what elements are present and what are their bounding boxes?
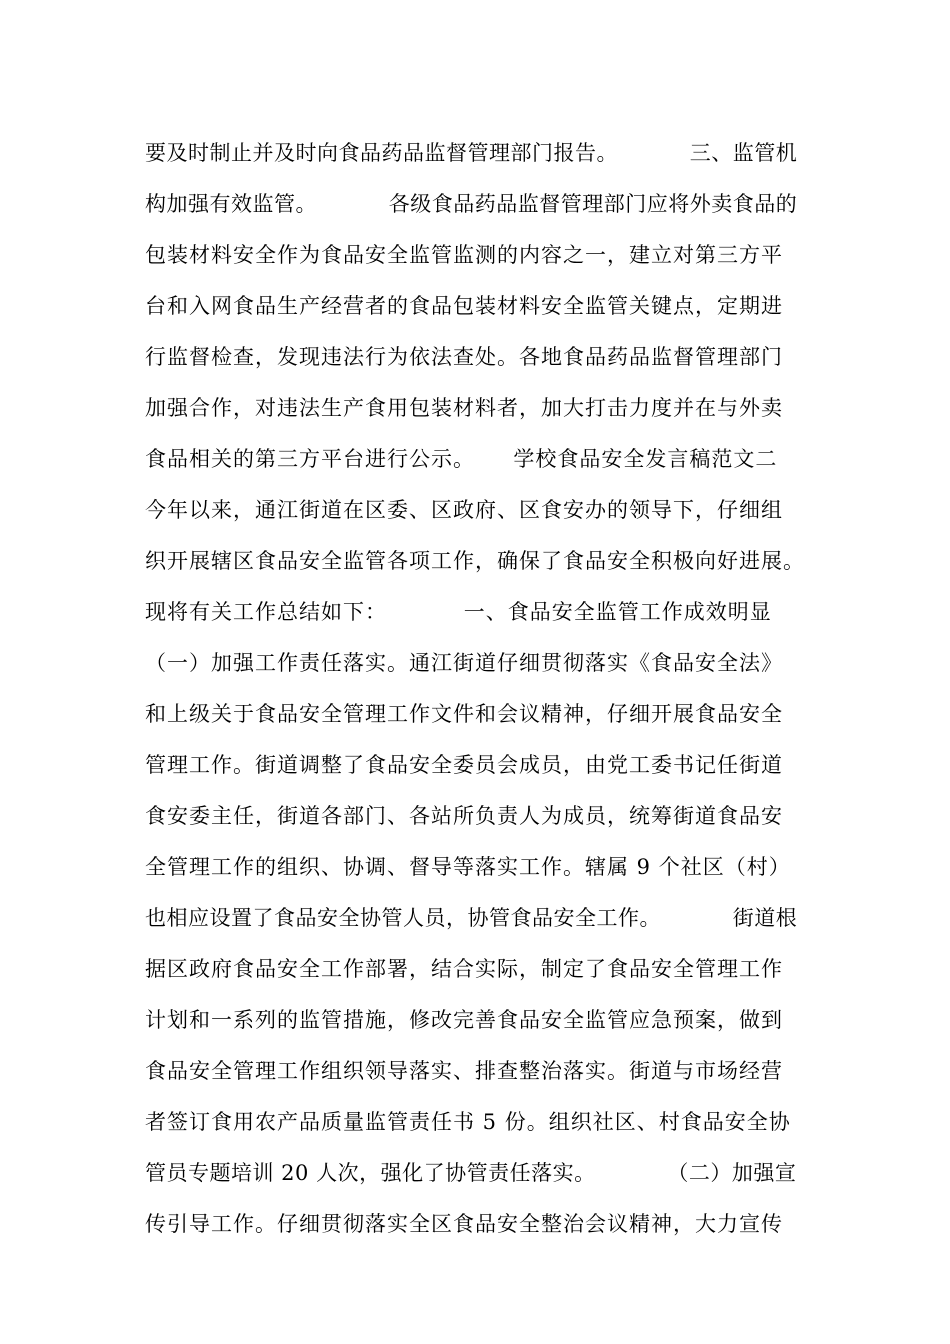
text-line: 和上级关于食品安全管理工作文件和会议精神，仔细开展食品安全: [145, 702, 783, 726]
text-line: 计划和一系列的监管措施，修改完善食品安全监管应急预案，做到: [145, 1008, 783, 1032]
text-line: 食品相关的第三方平台进行公示。 学校食品安全发言稿范文二: [145, 447, 778, 471]
text-line: 构加强有效监管。 各级食品药品监督管理部门应将外卖食品的: [145, 192, 798, 216]
text-line: 食安委主任，街道各部门、各站所负责人为成员，统筹街道食品安: [145, 804, 783, 828]
text-line: 传引导工作。仔细贯彻落实全区食品安全整治会议精神，大力宣传: [145, 1212, 783, 1236]
text-line: 食品安全管理工作组织领导落实、排查整治落实。街道与市场经营: [145, 1059, 783, 1083]
text-line: 据区政府食品安全工作部署，结合实际，制定了食品安全管理工作: [145, 957, 783, 981]
text-line: 全管理工作的组织、协调、督导等落实工作。辖属 9 个社区（村）: [145, 855, 791, 879]
text-line: 织开展辖区食品安全监管各项工作，确保了食品安全积极向好进展。: [145, 549, 805, 573]
text-line: 加强合作，对违法生产食用包装材料者，加大打击力度并在与外卖: [145, 396, 783, 420]
text-line: 包装材料安全作为食品安全监管监测的内容之一，建立对第三方平: [145, 243, 783, 267]
text-line: 管理工作。街道调整了食品安全委员会成员，由党工委书记任街道: [145, 753, 783, 777]
text-line: 管员专题培训 20 人次，强化了协管责任落实。 （二）加强宣: [145, 1161, 797, 1185]
text-line: 行监督检查，发现违法行为依法查处。各地食品药品监督管理部门: [145, 345, 783, 369]
text-line: 也相应设置了食品安全协管人员，协管食品安全工作。 街道根: [145, 906, 798, 930]
text-line: 今年以来，通江街道在区委、区政府、区食安办的领导下，仔细组: [145, 498, 783, 522]
text-line: 要及时制止并及时向食品药品监督管理部门报告。 三、监管机: [145, 141, 798, 165]
text-line: 者签订食用农产品质量监管责任书 5 份。组织社区、村食品安全协: [145, 1110, 791, 1134]
text-line: 现将有关工作总结如下： 一、食品安全监管工作成效明显: [145, 600, 772, 624]
text-line: 台和入网食品生产经营者的食品包装材料安全监管关键点，定期进: [145, 294, 783, 318]
text-line: （一）加强工作责任落实。通江街道仔细贯彻落实《食品安全法》: [145, 651, 783, 675]
